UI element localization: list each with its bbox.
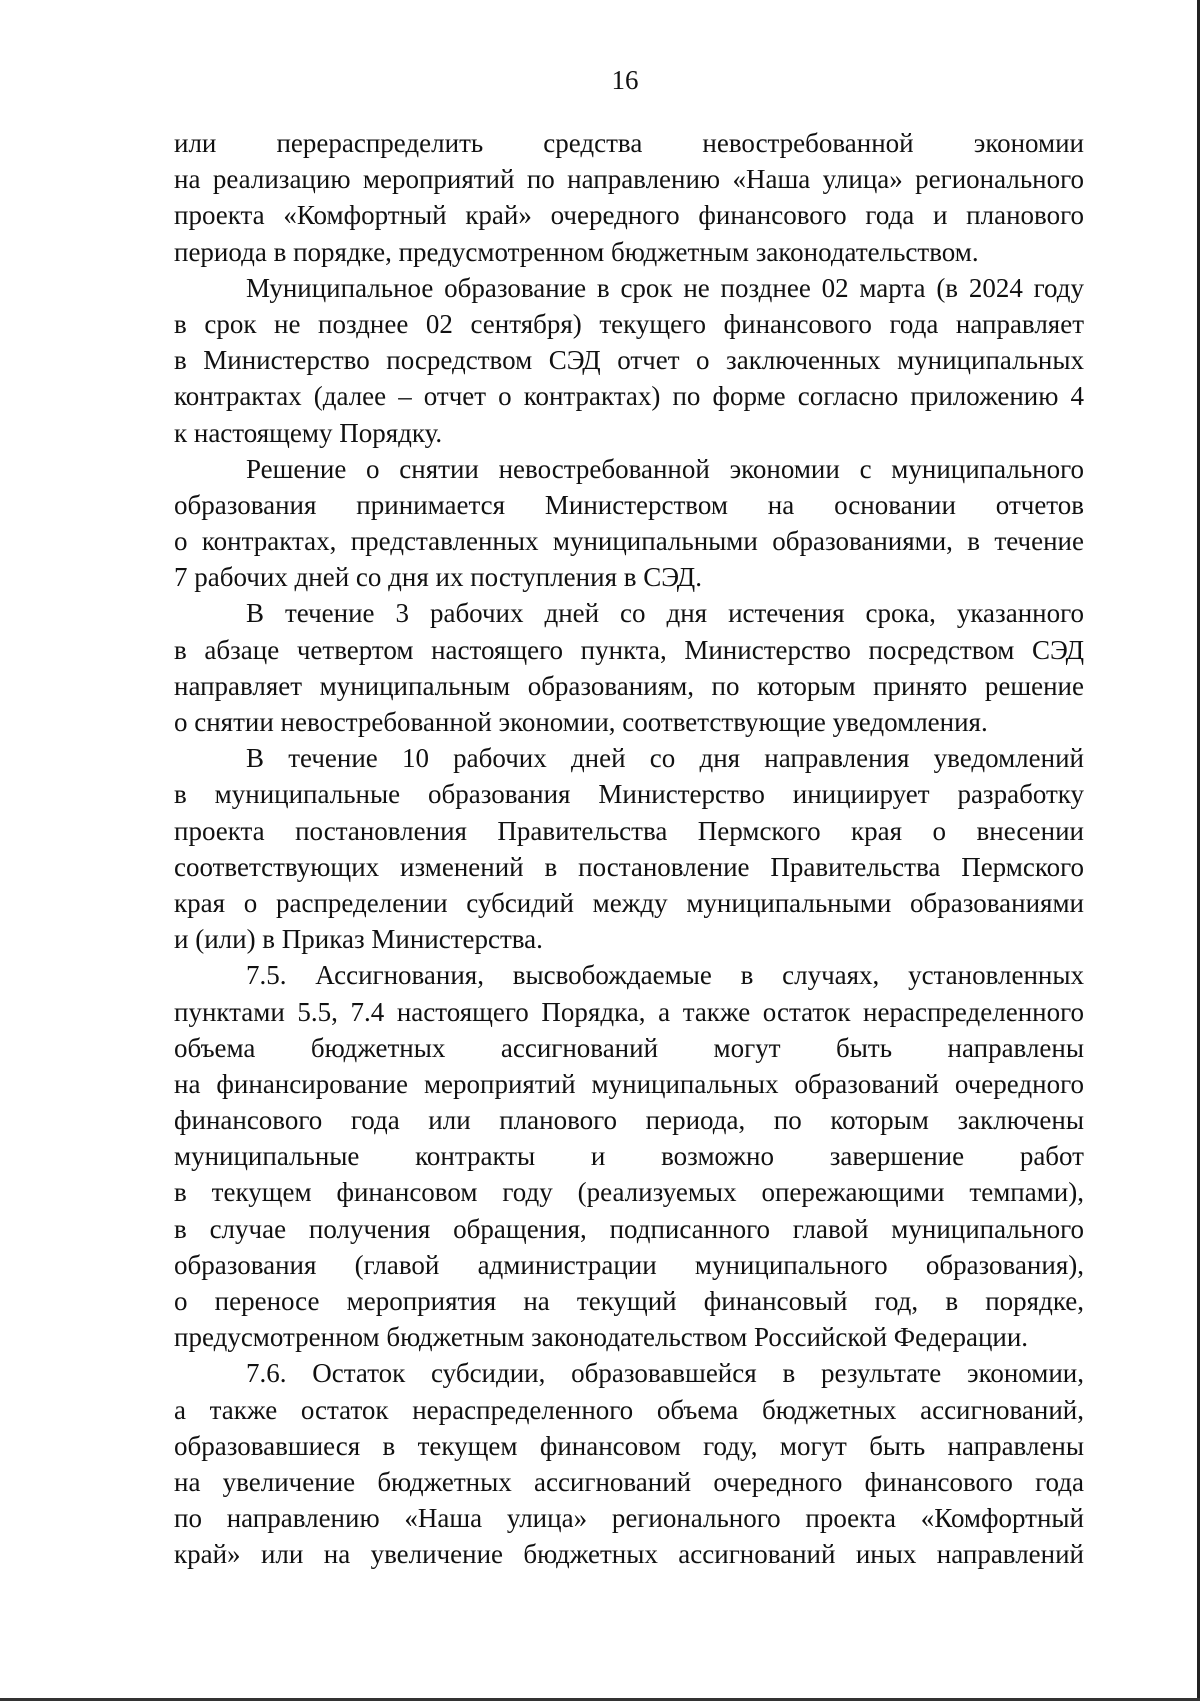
text-line: пунктами 5.5, 7.4 настоящего Порядка, а также остаток нераспределенного: [174, 996, 1084, 1027]
text-line: Муниципальное образование в срок не позднее 02 марта (в 2024 году: [246, 272, 1084, 303]
paragraph: [174, 451, 1084, 596]
text-line: и (или) в Приказ Министерства.: [174, 924, 543, 955]
text-line: о снятии невостребованной экономии, соответствующие уведомления.: [174, 707, 988, 737]
text-line: предусмотренном бюджетным законодательством Российской Федерации.: [174, 1322, 1029, 1353]
text-line: в абзаце четвертом настоящего пункта, Министерство посредством СЭД: [174, 634, 1084, 665]
text-line: периода в порядке, предусмотренном бюджетным законодательством.: [174, 236, 979, 267]
text-line: направляет муниципальным образованиям, по которым принято решение: [174, 670, 1084, 701]
text-line: 7.6. Остаток субсидии, образовавшейся в результате экономии,: [246, 1358, 1084, 1389]
text-line: в срок не позднее 02 сентября) текущего финансового года направляет: [174, 308, 1084, 339]
paragraph: [174, 125, 1084, 270]
paragraph: [174, 270, 1084, 451]
text-line: о переносе мероприятия на текущий финансовый год, в порядке,: [174, 1286, 1084, 1316]
text-line: финансового года или планового периода, по которым заключены: [174, 1105, 1084, 1136]
text-line: В течение 3 рабочих дней со дня истечения срока, указанного: [246, 598, 1084, 629]
text-line: о контрактах, представленных муниципальными образованиями, в течение: [174, 526, 1084, 557]
text-line: в муниципальные образования Министерство инициирует разработку: [174, 779, 1084, 810]
text-line: 7.5. Ассигнования, высвобождаемые в случаях, установленных: [246, 960, 1084, 991]
document-body: [174, 125, 1084, 1573]
text-line: в случае получения обращения, подписанного главой муниципального: [174, 1213, 1084, 1244]
text-line: образования (главой администрации муниципального образования),: [174, 1249, 1084, 1280]
text-line: объема бюджетных ассигнований могут быть направлены: [174, 1032, 1084, 1063]
text-line: на увеличение бюджетных ассигнований очередного финансового года: [174, 1466, 1084, 1497]
paragraph: [174, 740, 1084, 957]
text-line: соответствующих изменений в постановление Правительства Пермского: [174, 851, 1084, 882]
text-line: по направлению «Наша улица» регионального проекта «Комфортный: [174, 1503, 1084, 1534]
text-line: в Министерство посредством СЭД отчет о заключенных муниципальных: [174, 345, 1084, 376]
text-line: Решение о снятии невостребованной экономии с муниципального: [246, 453, 1084, 484]
text-line: образования принимается Министерством на основании отчетов: [174, 489, 1084, 520]
text-line: край» или на увеличение бюджетных ассигнований иных направлений: [174, 1539, 1084, 1570]
text-line: или перераспределить средства невостребованной экономии: [174, 128, 1084, 158]
text-line: на реализацию мероприятий по направлению «Наша улица» регионального: [174, 164, 1084, 195]
text-line: проекта постановления Правительства Пермского края о внесении: [174, 815, 1084, 846]
text-line: к настоящему Порядку.: [174, 417, 443, 448]
paragraph: [174, 957, 1084, 1355]
text-line: 7 рабочих дней со дня их поступления в СЭД.: [174, 562, 702, 593]
text-line: в текущем финансовом году (реализуемых опережающими темпами),: [174, 1177, 1084, 1208]
text-line: края о распределении субсидий между муниципальными образованиями: [174, 887, 1084, 918]
paragraph: [174, 1355, 1084, 1572]
page-number: 16: [611, 65, 639, 95]
text-line: а также остаток нераспределенного объема бюджетных ассигнований,: [174, 1394, 1084, 1425]
text-line: проекта «Комфортный край» очередного финансового года и планового: [174, 200, 1084, 231]
text-line: образовавшиеся в текущем финансовом году, могут быть направлены: [174, 1430, 1084, 1461]
text-line: муниципальные контракты и возможно завершение работ: [174, 1141, 1084, 1172]
text-line: контрактах (далее – отчет о контрактах) по форме согласно приложению 4: [174, 381, 1084, 412]
text-line: В течение 10 рабочих дней со дня направления уведомлений: [246, 743, 1084, 774]
text-line: на финансирование мероприятий муниципальных образований очередного: [174, 1068, 1084, 1099]
paragraph: [174, 595, 1084, 740]
